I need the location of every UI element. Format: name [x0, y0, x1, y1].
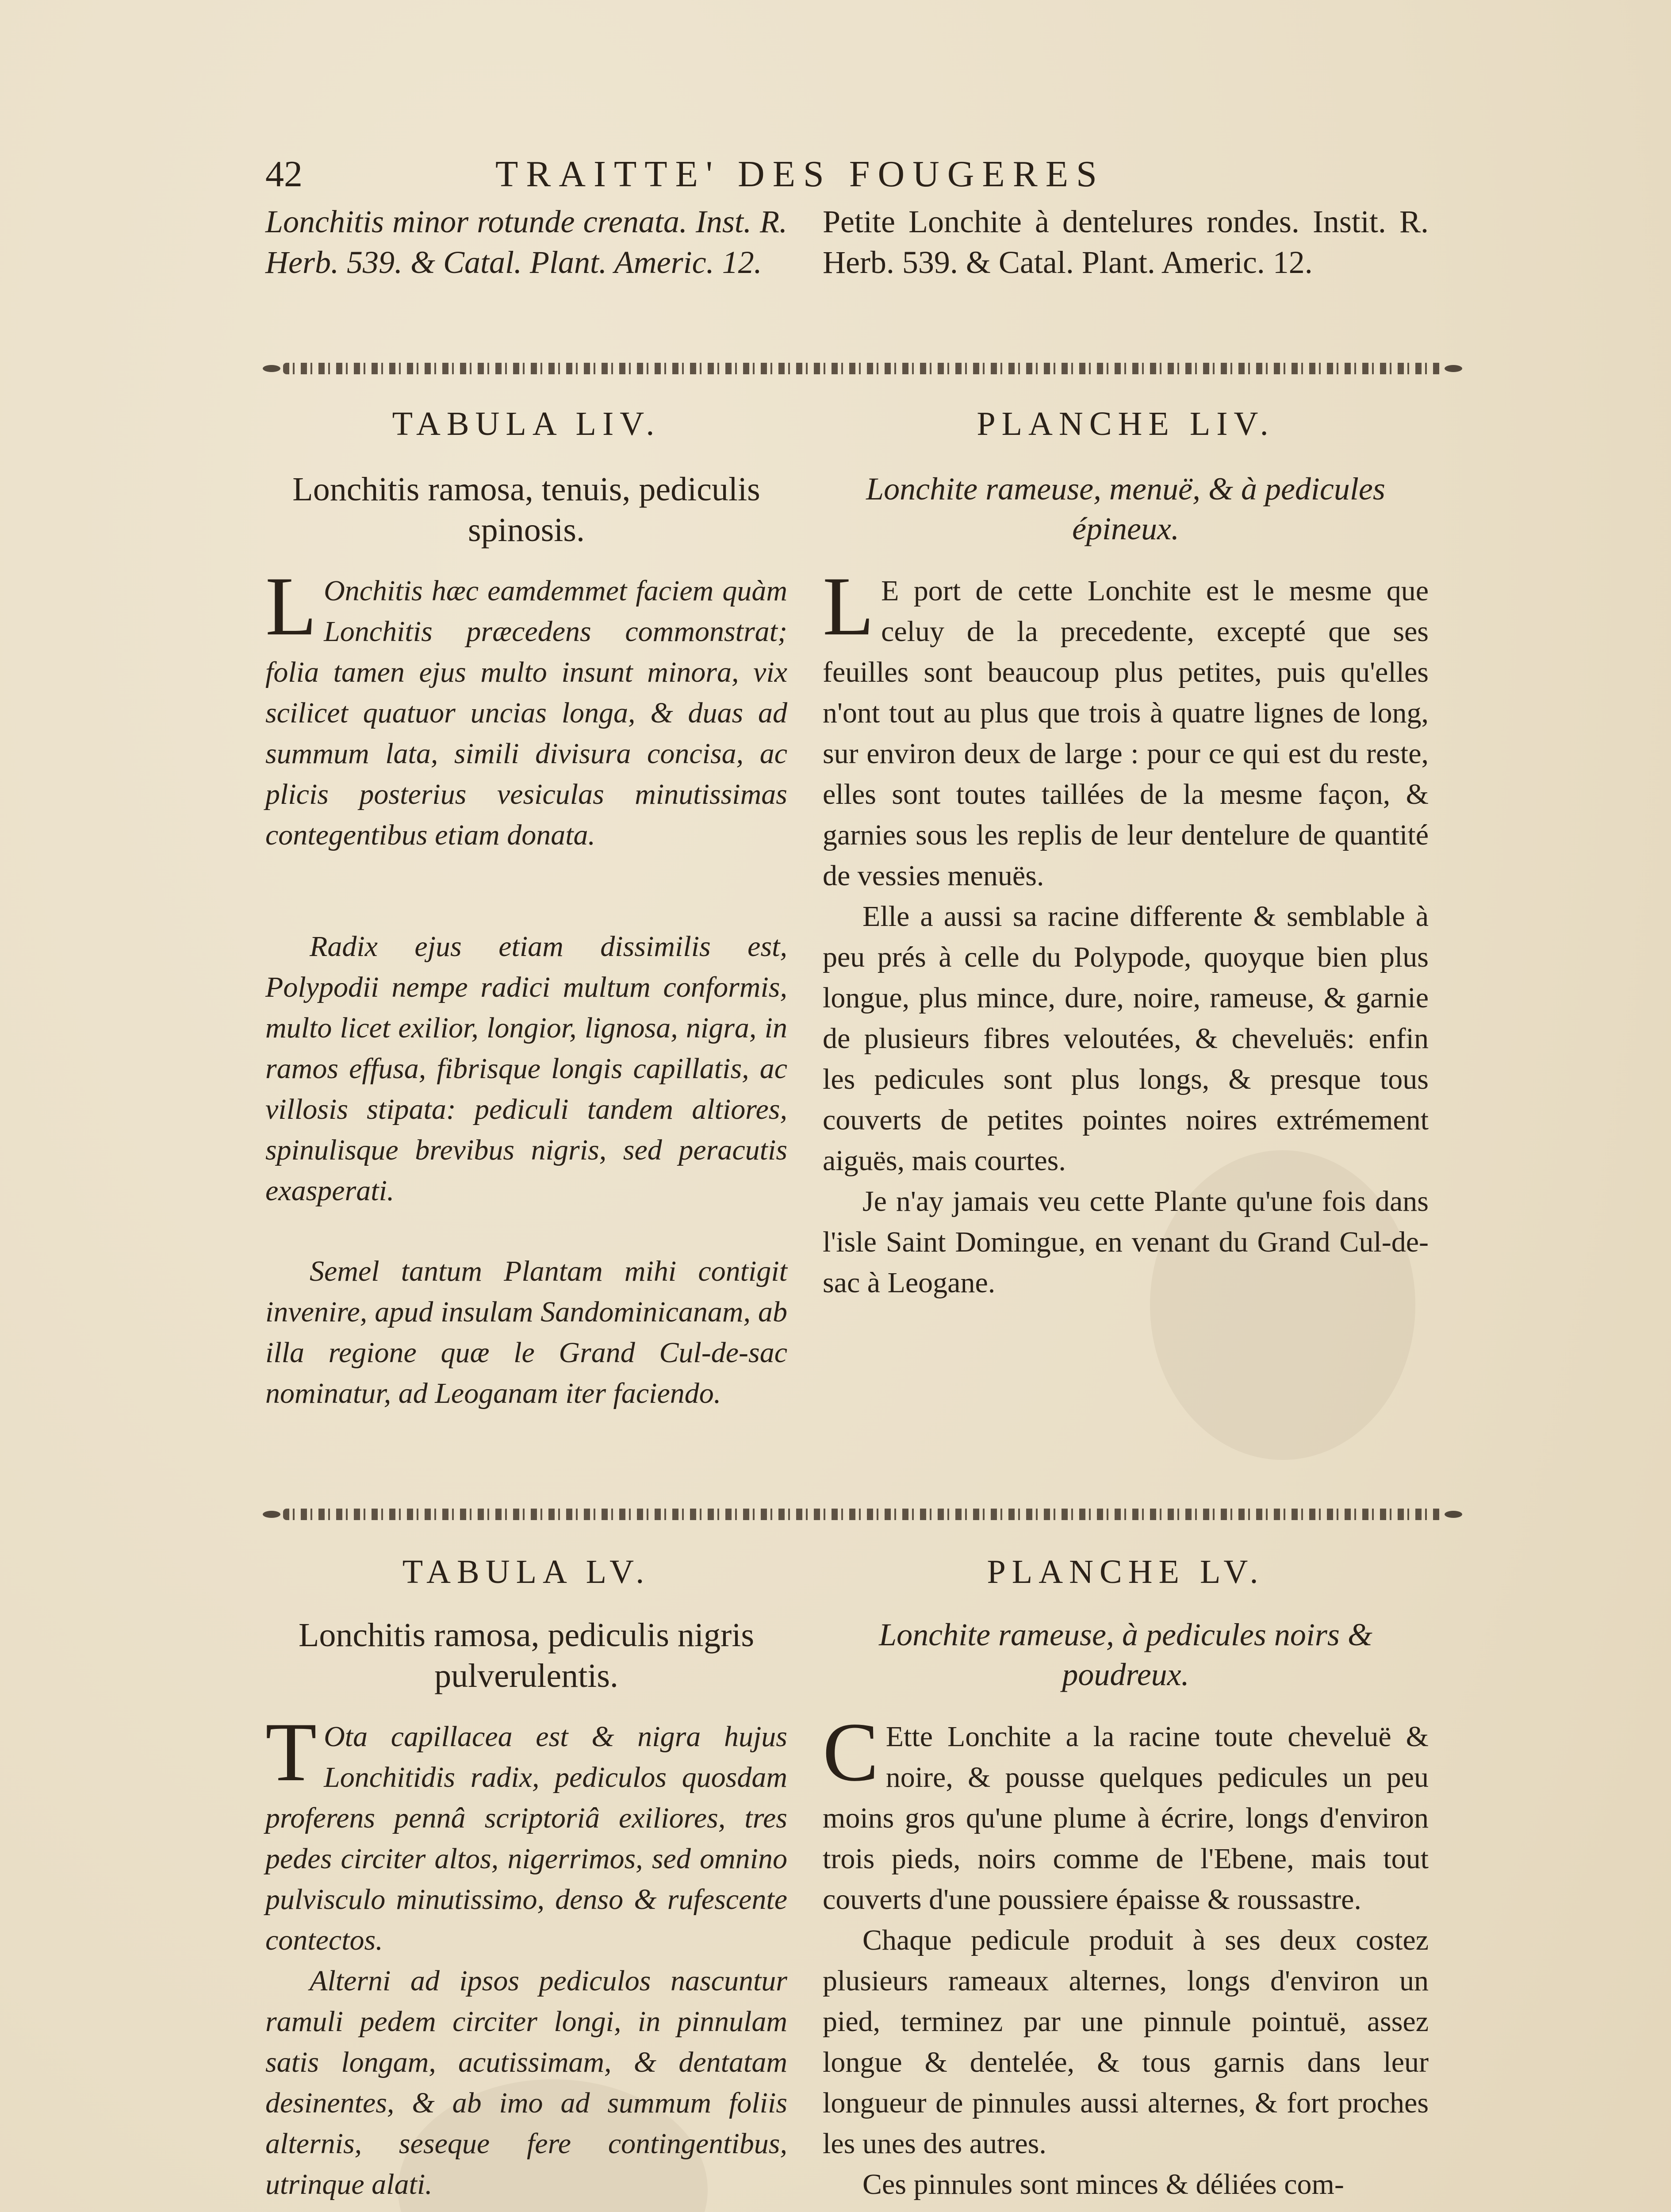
section-heading-french: PLANCHE LV.	[987, 1553, 1265, 1590]
section-heading-french: PLANCHE LIV.	[977, 405, 1275, 442]
french-paragraph: Ces pinnules sont minces & déliées com-	[862, 2168, 1344, 2200]
plant-name-french: Lonchite rameuse, menuë, & à pedicules épineux.	[866, 471, 1385, 546]
latin-paragraph: Semel tantum Plantam mihi contigit invenire, apud insulam Sandominicanam, ab illa regione quæ le Grand Cul-de-sac nominatur, ad Leoganam iter faciendo.	[265, 1255, 787, 1409]
latin-paragraph: T Ota capillacea est & nigra hujus Lonchitidis radix, pediculos quosdam proferens pennâ scriptoriâ exiliores, tres pedes circiter altos, nigerrimos, sed omnino pulvisculo minutissimo, denso & rufescente contectos.	[265, 1706, 787, 1956]
plant-name-french: Lonchite rameuse, à pedicules noirs & poudreux.	[879, 1617, 1372, 1692]
section-heading-latin: TABULA LIV.	[392, 405, 661, 442]
drop-cap: C	[823, 1706, 879, 1799]
drop-cap: T	[265, 1706, 317, 1799]
french-paragraph: Je n'ay jamais veu cette Plante qu'une fois dans l'isle Saint Domingue, en venant du Grand Cul-de-sac à Leogane.	[823, 1185, 1429, 1299]
french-paragraph: C Ette Lonchite a la racine toute cheveluë & noire, & pousse quelques pedicules un peu moins gros qu'une plume à écrire, longs d'environ trois pieds, noirs comme de l'Ebene, mais tout couverts d'une poussiere épaisse & roussastre.	[823, 1706, 1429, 1916]
running-title: TRAITTE' DES FOUGERES	[495, 154, 1105, 195]
ornamental-rule	[283, 1509, 1442, 1520]
french-paragraph: Chaque pedicule produit à ses deux costez plusieurs rameaux alternes, longs d'environ un pied, terminez par une pinnule pointuë, assez longue & dentelée, & tous garnis dans leur longueur de pinnules aussi alternes, & fort proches les unes des autres.	[823, 1924, 1429, 2160]
french-synonym: Petite Lonchite à dentelures rondes. Instit. R. Herb. 539. & Catal. Plant. Americ. 12.	[823, 204, 1429, 280]
latin-paragraph: L Onchitis hæc eamdemmet faciem quàm Lonchitis præcedens commonstrat; folia tamen ejus multo insunt minora, vix scilicet quatuor uncias longa, & duas ad summum lata, simili divisura concisa, ac plicis posterius vesiculas minutissimas contegentibus etiam donata.	[265, 560, 787, 851]
section-heading-latin: TABULA LV.	[402, 1553, 651, 1590]
drop-cap: L	[265, 560, 317, 653]
page-number: 42	[265, 154, 303, 195]
latin-paragraph: Radix ejus etiam dissimilis est, Polypodii nempe radici multum conformis, multo licet exilior, longior, lignosa, nigra, in ramos effusa, fibrisque longis capillatis, ac villosis stipata: pediculi tandem altiores, spinulisque brevibus nigris, sed peracutis exasperati.	[265, 930, 787, 1207]
latin-text-column	[265, 1706, 787, 2212]
french-paragraph: Elle a aussi sa racine differente & semblable à peu prés à celle du Polypode, quoyque bien plus longue, plus mince, dure, noire, rameuse, & garnie de plusieurs fibres veloutées, & cheveluës: enfin les pedicules sont plus longs, & presque tous couverts de petites pointes noires extrémement aiguës, mais courtes.	[823, 900, 1429, 1177]
french-text-column	[823, 1706, 1429, 2205]
plant-name-latin: Lonchitis ramosa, pediculis nigris pulverulentis.	[298, 1617, 755, 1694]
plant-name-latin: Lonchitis ramosa, tenuis, pediculis spinosis.	[292, 471, 760, 549]
french-text-column	[823, 560, 1429, 1303]
latin-paragraph: Alterni ad ipsos pediculos nascuntur ramuli pedem circiter longi, in pinnulam satis longam, acutissimam, & dentatam desinentes, & ab imo ad summum foliis alternis, seseque fere contingentibus, utrinque alati.	[265, 1965, 787, 2200]
ornamental-rule	[283, 363, 1442, 374]
latin-synonym: Lonchitis minor rotunde crenata. Inst. R. Herb. 539. & Catal. Plant. Americ. 12.	[265, 204, 787, 280]
drop-cap: L	[823, 560, 874, 653]
latin-text-column	[265, 560, 787, 1414]
french-paragraph: L E port de cette Lonchite est le mesme que celuy de la precedente, excepté que ses feuilles sont beaucoup plus petites, puis qu'elles n'ont tout au plus que trois à quatre lignes de long, sur environ deux de large : pour ce qui est du reste, elles sont toutes taillées de la mesme façon, & garnies sous les replis de leur dentelure de quantité de vessies menuës.	[823, 560, 1429, 892]
running-head	[265, 153, 1389, 201]
